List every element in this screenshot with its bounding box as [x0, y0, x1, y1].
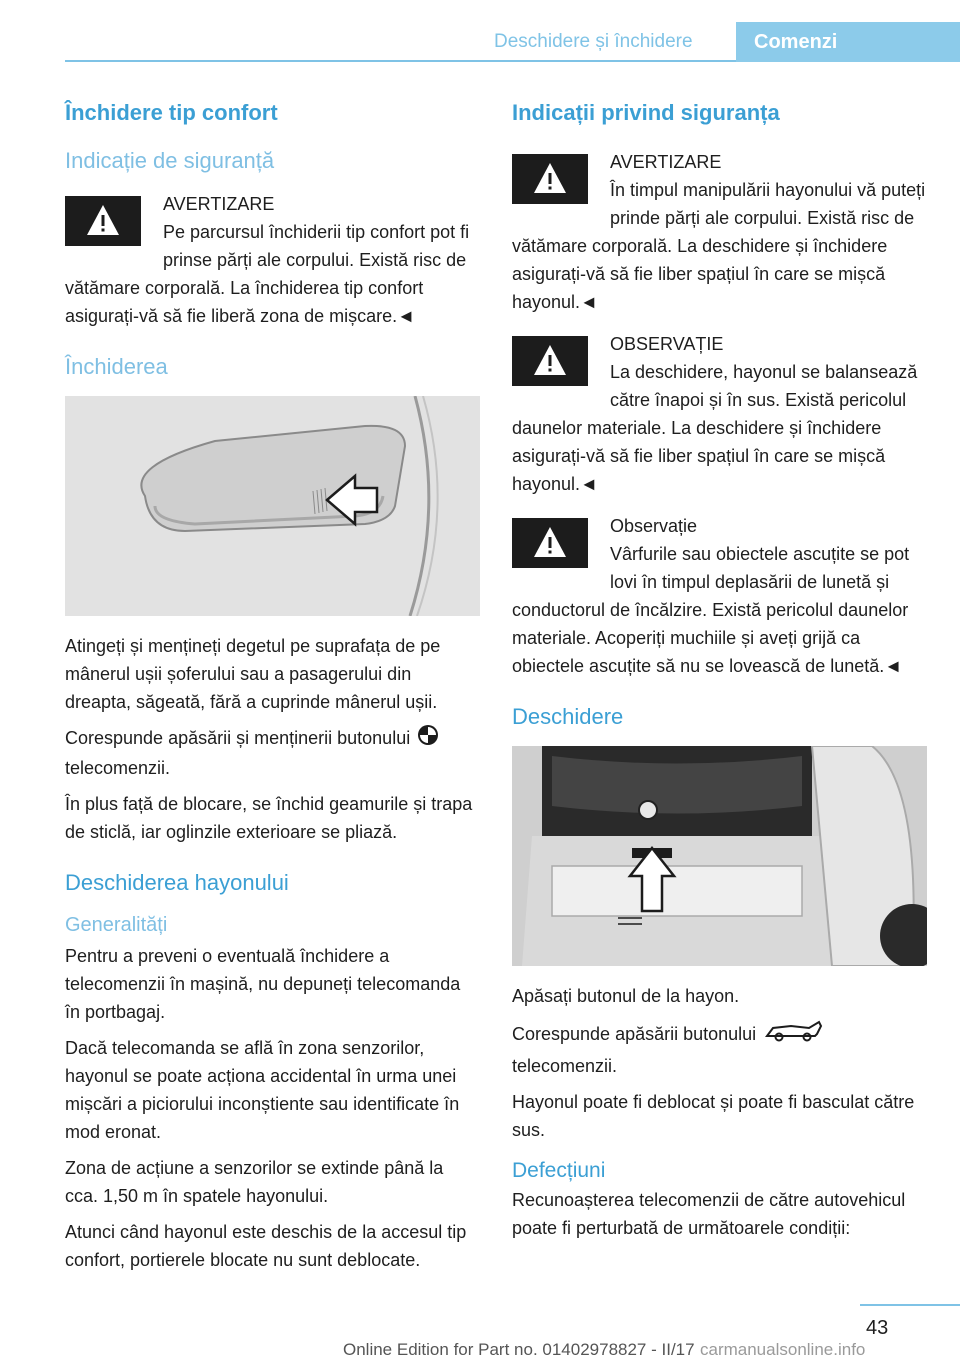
closing-heading: Închiderea	[65, 354, 168, 379]
footer-rule	[860, 1304, 960, 1306]
opening-heading: Deschidere	[512, 704, 624, 729]
warning-box	[65, 190, 480, 330]
warning-text: La deschidere, hayonul se balansează către înapoi și în sus. Există pericolul daunelor materiale. La deschidere și închidere asigurați-vă să fie liber spațiul în care se mișcă hayonul.◄	[512, 362, 918, 494]
warning-text: Vârfurile sau obiectele ascuțite se pot lovi în timpul deplasării de lunetă și conductorul de încălzire. Există pericolul daunelor materiale. Acoperiți muchiile și aveți grijă ca obiectele ascuțite să nu se lovească de lunetă.◄	[512, 544, 910, 676]
faults-heading: Defecțiuni	[512, 1159, 606, 1182]
warning-triangle-icon	[512, 336, 588, 386]
paragraph: Pentru a preveni o eventuală închidere a telecomenzii în mașină, nu depuneți telecomanda în portbagaj.	[65, 946, 461, 1023]
paragraph	[512, 1018, 927, 1080]
header-chapter-tab	[736, 22, 960, 62]
tailgate-heading: Deschiderea hayonului	[65, 870, 289, 896]
warning-kind: AVERTIZARE	[610, 152, 722, 172]
warning-box	[512, 148, 927, 316]
warning-box	[512, 330, 927, 498]
paragraph-text: telecomenzii.	[65, 758, 171, 779]
paragraph: Atingeți și mențineți degetul pe suprafața de pe mânerul ușii șoferului sau a pasagerului din dreapta, săgeată, fără a cuprinde mânerul ușii.	[65, 636, 441, 712]
warning-kind: Observație	[610, 516, 698, 536]
paragraph-text: Corespunde apăsării butonului	[512, 1023, 757, 1044]
right-column	[512, 96, 927, 1250]
car-tailgate-icon	[763, 1018, 825, 1052]
paragraph-text: telecomenzii.	[512, 1056, 618, 1076]
safety-heading: Indicație de siguranță	[65, 148, 275, 173]
warning-triangle-icon	[512, 154, 588, 204]
paragraph: În plus față de blocare, se închid geamurile și trapa de sticlă, iar oglinzile exterioare se pliază.	[65, 794, 473, 843]
warning-triangle-icon	[65, 196, 141, 246]
tailgate-photo	[512, 746, 927, 966]
header-chapter-label: Comenzi	[754, 31, 838, 53]
paragraph	[65, 724, 480, 782]
edition-note: Online Edition for Part no. 01402978827 - II/17	[343, 1340, 695, 1359]
paragraph-text: Corespunde apăsării și menținerii butonului	[65, 728, 411, 748]
warning-box	[512, 512, 927, 680]
paragraph: Apăsați butonul de la hayon.	[512, 986, 740, 1006]
paragraph: Dacă telecomanda se află în zona senzorilor, hayonul se poate acționa accidental în urma unei mișcări a piciorului inconștiente sau identificate în mod eronat.	[65, 1038, 460, 1143]
warning-triangle-icon	[512, 518, 588, 568]
watermark: carmanualsonline.info	[700, 1340, 866, 1359]
header-section-title: Deschidere și închidere	[494, 31, 693, 52]
bmw-lock-icon	[417, 724, 439, 754]
section-title: Închidere tip confort	[65, 100, 278, 125]
paragraph: Recunoașterea telecomenzii de către autovehicul poate fi perturbată de următoarele condiții:	[512, 1190, 906, 1238]
paragraph: Atunci când hayonul este deschis de la accesul tip confort, portierele blocate nu sunt deblocate.	[65, 1222, 467, 1271]
safety-heading: Indicații privind siguranța	[512, 100, 780, 125]
page-number: 43	[866, 1317, 889, 1339]
paragraph: Hayonul poate fi deblocat și poate fi basculat către sus.	[512, 1092, 915, 1140]
general-heading: Generalități	[65, 914, 168, 937]
warning-text: În timpul manipulării hayonului vă puteți prinde părți ale corpului. Există risc de vătămare corporală. La deschidere și închidere asigurați-vă să fie liber spațiul în care se mișcă hayonul.◄	[512, 180, 926, 312]
left-column	[65, 96, 480, 1282]
warning-text: Pe parcursul închiderii tip confort pot fi prinse părți ale corpului. Există risc de vătămare corporală. La închiderea tip confort asigurați-vă să fie liberă zona de mișcare.◄	[65, 222, 470, 326]
warning-kind: AVERTIZARE	[163, 194, 275, 214]
paragraph: Zona de acțiune a senzorilor se extinde până la cca. 1,50 m în spatele hayonului.	[65, 1158, 444, 1207]
door-handle-photo	[65, 396, 480, 616]
warning-kind: OBSERVAȚIE	[610, 334, 724, 354]
